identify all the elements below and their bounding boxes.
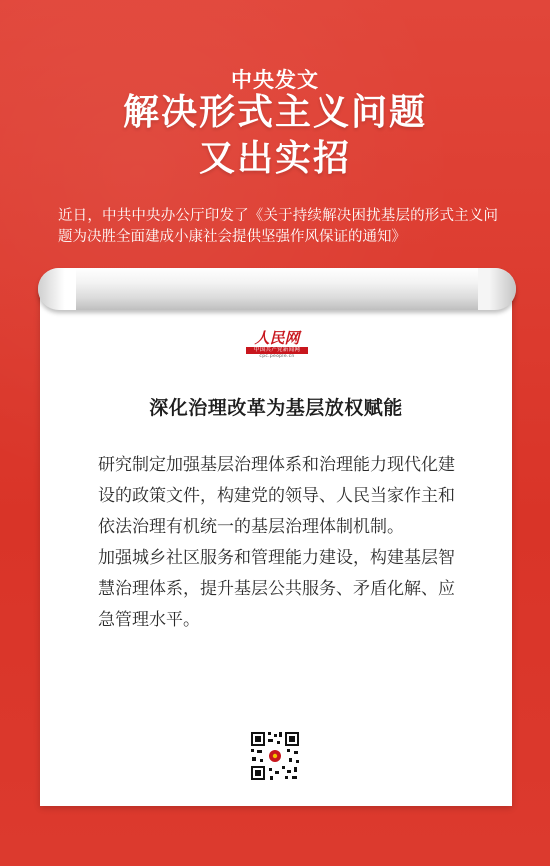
logo-calligraphy: 人民网 xyxy=(254,329,300,347)
body-text xyxy=(98,450,458,636)
paragraph: 加强城乡社区服务和管理能力建设，构建基层智慧治理体系，提升基层公共服务、矛盾化解、应急管理水平。 xyxy=(98,548,455,630)
intro-text: 近日，中共中央办公厅印发了《关于持续解决困扰基层的形式主义问题为决胜全面建成小康社会提供坚强作风保证的通知》 xyxy=(58,208,498,245)
logo-url: cpc.people.cn xyxy=(259,354,295,359)
paragraph: 研究制定加强基层治理体系和治理能力现代化建设的政策文件，构建党的领导、人民当家作主和依法治理有机统一的基层治理体制机制。 xyxy=(98,455,455,537)
qr-code-graphic xyxy=(249,730,301,782)
paper-roll-left-curl xyxy=(38,268,76,310)
qr-code-icon[interactable] xyxy=(249,730,301,782)
section-title: 深化治理改革为基层放权赋能 xyxy=(149,397,403,419)
headline-line-1: 解决形式主义问题 xyxy=(122,92,427,133)
paper-roll xyxy=(38,268,516,310)
kicker: 中央发文 xyxy=(231,68,319,92)
logo-subtitle: 中国共产党新闻网 xyxy=(246,347,308,354)
people-daily-logo xyxy=(245,330,309,358)
headline xyxy=(0,90,550,182)
headline-line-2: 又出实招 xyxy=(198,138,351,179)
